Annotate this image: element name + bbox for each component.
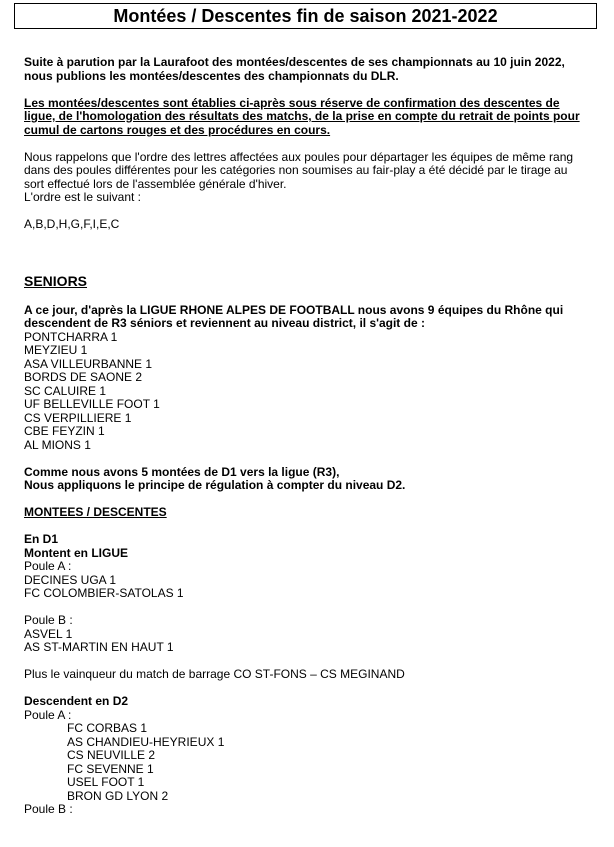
list-item: AL MIONS 1 <box>24 437 91 452</box>
list-item: AS ST-MARTIN EN HAUT 1 <box>24 640 174 654</box>
down-label: Descendent en D2 <box>24 694 129 708</box>
montees-descentes-heading: MONTEES / DESCENTES <box>24 505 167 519</box>
order-value: A,B,D,H,G,F,I,E,C <box>24 217 120 231</box>
poule-b-label: Poule B : <box>24 613 73 627</box>
intro-paragraph-1: Suite à parution par la Laurafoot des montées/descentes de ses championnats au 10 juin 2022, nous publions les montées/descentes des championnats du DLR. <box>24 55 565 83</box>
list-item: BORDS DE SAONE 2 <box>24 370 143 384</box>
regulation-line-1: Comme nous avons 5 montées de D1 vers la ligue (R3), <box>24 464 340 479</box>
list-item: MEYZIEU 1 <box>24 343 88 357</box>
list-item: AS CHANDIEU-HEYRIEUX 1 <box>67 734 225 749</box>
down-poule-b-label: Poule B : <box>24 802 73 816</box>
relegated-list <box>24 331 584 453</box>
list-item: ASA VILLEURBANNE 1 <box>24 356 153 371</box>
intro-paragraph-2: Les montées/descentes sont établies ci-après sous réserve de confirmation des descentes de ligue, de l'homologation des résultats des matchs, de la prise en compte du retrait de points pour cumul de cartons rouges et des procédures en cours. <box>24 95 580 137</box>
down-poule-a-label: Poule A : <box>24 707 72 722</box>
document-title: Montées / Descentes fin de saison 2021-2022 <box>14 3 597 29</box>
list-item: ASVEL 1 <box>24 626 73 641</box>
barrage-note: Plus le vainqueur du match de barrage CO ST-FONS – CS MEGINAND <box>24 667 405 681</box>
intro-paragraph-3: Nous rappelons que l'ordre des lettres affectées aux poules pour départager les équipes de même rang dans des poules différentes pour les catégories non soumises au fair-play a été décidé par le tirage au sort effectué lors de l'assemblée générale d'hiver. <box>24 149 574 191</box>
list-item: PONTCHARRA 1 <box>24 329 118 344</box>
list-item: USEL FOOT 1 <box>67 775 145 789</box>
list-item: SC CALUIRE 1 <box>24 383 107 398</box>
ligue-intro: A ce jour, d'après la LIGUE RHONE ALPES DE FOOTBALL nous avons 9 équipes du Rhône qui descendent de R3 séniors et reviennent au niveau district, il s'agit de : <box>24 302 564 330</box>
list-item: UF BELLEVILLE FOOT 1 <box>24 397 160 411</box>
section-heading-seniors: SENIORS <box>24 273 88 289</box>
list-item: FC COLOMBIER-SATOLAS 1 <box>24 586 184 600</box>
document-body <box>24 56 584 817</box>
list-item: FC CORBAS 1 <box>67 721 148 735</box>
list-item: FC SEVENNE 1 <box>67 761 154 776</box>
order-label: L'ordre est le suivant : <box>24 190 142 204</box>
list-item: CS NEUVILLE 2 <box>67 748 156 762</box>
list-item: DECINES UGA 1 <box>24 572 117 587</box>
up-label: Montent en LIGUE <box>24 545 128 560</box>
regulation-line-2: Nous appliquons le principe de régulation à compter du niveau D2. <box>24 478 406 492</box>
list-item: BRON GD LYON 2 <box>67 788 169 803</box>
d1-label: En D1 <box>24 532 59 546</box>
list-item: CS VERPILLIERE 1 <box>24 410 132 425</box>
poule-a-label: Poule A : <box>24 559 72 573</box>
list-item: CBE FEYZIN 1 <box>24 424 105 438</box>
